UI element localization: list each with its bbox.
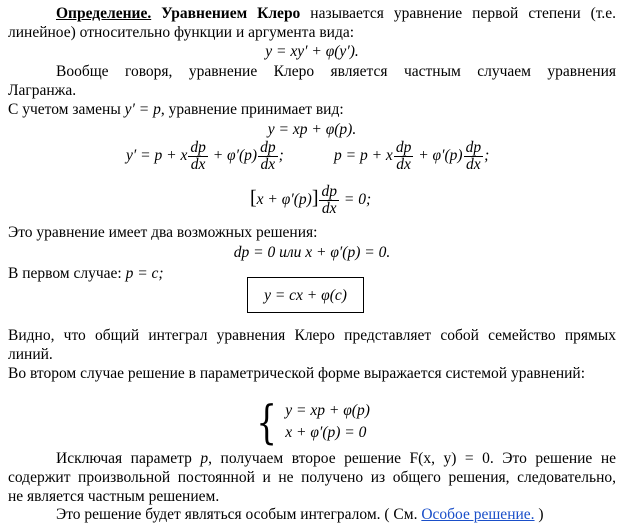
lagrange-line-2: Лагранжа. xyxy=(8,82,77,99)
derivative-equation-left: y′ = p + x $\frac{dp}{dx}$ + φ′(p) $\frac{dp}{dx}$ ; xyxy=(126,139,284,173)
boxed-general-solution: y = cx + φ(c) xyxy=(247,277,364,313)
second-case-text: Во втором случае решение в параметрической форме выражается системой уравнений: xyxy=(8,365,586,382)
lagrange-line-1: Вообще говоря, уравнение Клеро является частным случаем уравнения xyxy=(56,63,616,80)
system-line-2: x + φ′(p) = 0 xyxy=(285,424,367,441)
definition-term: Уравнением Клеро xyxy=(161,5,301,22)
exclusion-line-2: содержит произвольной постоянной и не получено из общего решения, следовательно, xyxy=(8,469,616,486)
substitution-expr: y′ = p xyxy=(124,101,161,118)
definition-line-2: линейное) относительно функции и аргумента вида: xyxy=(8,24,355,41)
factored-equation: [x + φ′(p)] $\frac{dp}{dx}$ = 0; xyxy=(250,183,372,217)
two-solutions-text: Это уравнение имеет два возможных решения: xyxy=(8,224,318,241)
curly-brace-icon: { xyxy=(256,395,277,449)
substituted-equation: y = xp + φ(p). xyxy=(267,121,357,138)
substitution-prefix: С учетом замены xyxy=(8,101,125,118)
fraction-dp-dx: $\frac{dp}{dx}$ xyxy=(260,139,276,173)
fraction-dp-dx: $\frac{dp}{dx}$ xyxy=(395,139,412,173)
system-line-1: y = xp + φ(p) xyxy=(285,402,370,419)
definition-label: Определение. xyxy=(56,5,152,22)
special-integral-line: Это решение будет являться особым интегралом. ( См. Особое решение. ) xyxy=(56,506,544,523)
substitution-suffix: , уравнение принимает вид: xyxy=(160,101,344,118)
exclusion-line-3: не является частным решением. xyxy=(8,488,220,505)
derivative-equation-right: p = p + x $\frac{dp}{dx}$ + φ′(p) $\frac{dp}{dx}$ ; xyxy=(334,139,490,173)
fraction-dp-dx: $\frac{dp}{dx}$ xyxy=(465,139,482,173)
special-solution-link[interactable]: Особое решение. xyxy=(421,506,535,523)
general-integral-line-1: Видно, что общий интеграл уравнения Клеро представляет собой семейство прямых xyxy=(8,327,616,344)
definition-line-1 xyxy=(8,4,616,23)
parametric-system xyxy=(252,394,370,450)
definition-text-1: называется уравнение первой степени (т.е. xyxy=(300,5,617,22)
fraction-dp-dx: $\frac{dp}{dx}$ xyxy=(190,139,206,173)
clairaut-equation: y = xy′ + φ(y′). xyxy=(265,43,359,60)
fraction-dp-dx: $\frac{dp}{dx}$ xyxy=(321,183,337,217)
two-solutions-formula: dp = 0 или x + φ′(p) = 0. xyxy=(233,244,391,261)
substitution-line xyxy=(8,100,616,119)
exclusion-line-1: Исключая параметр p, получаем второе решение F(x, y) = 0. Это решение не xyxy=(56,450,616,467)
first-case-line: В первом случае: p = c; xyxy=(8,265,164,282)
general-integral-line-2: линий. xyxy=(8,346,53,363)
